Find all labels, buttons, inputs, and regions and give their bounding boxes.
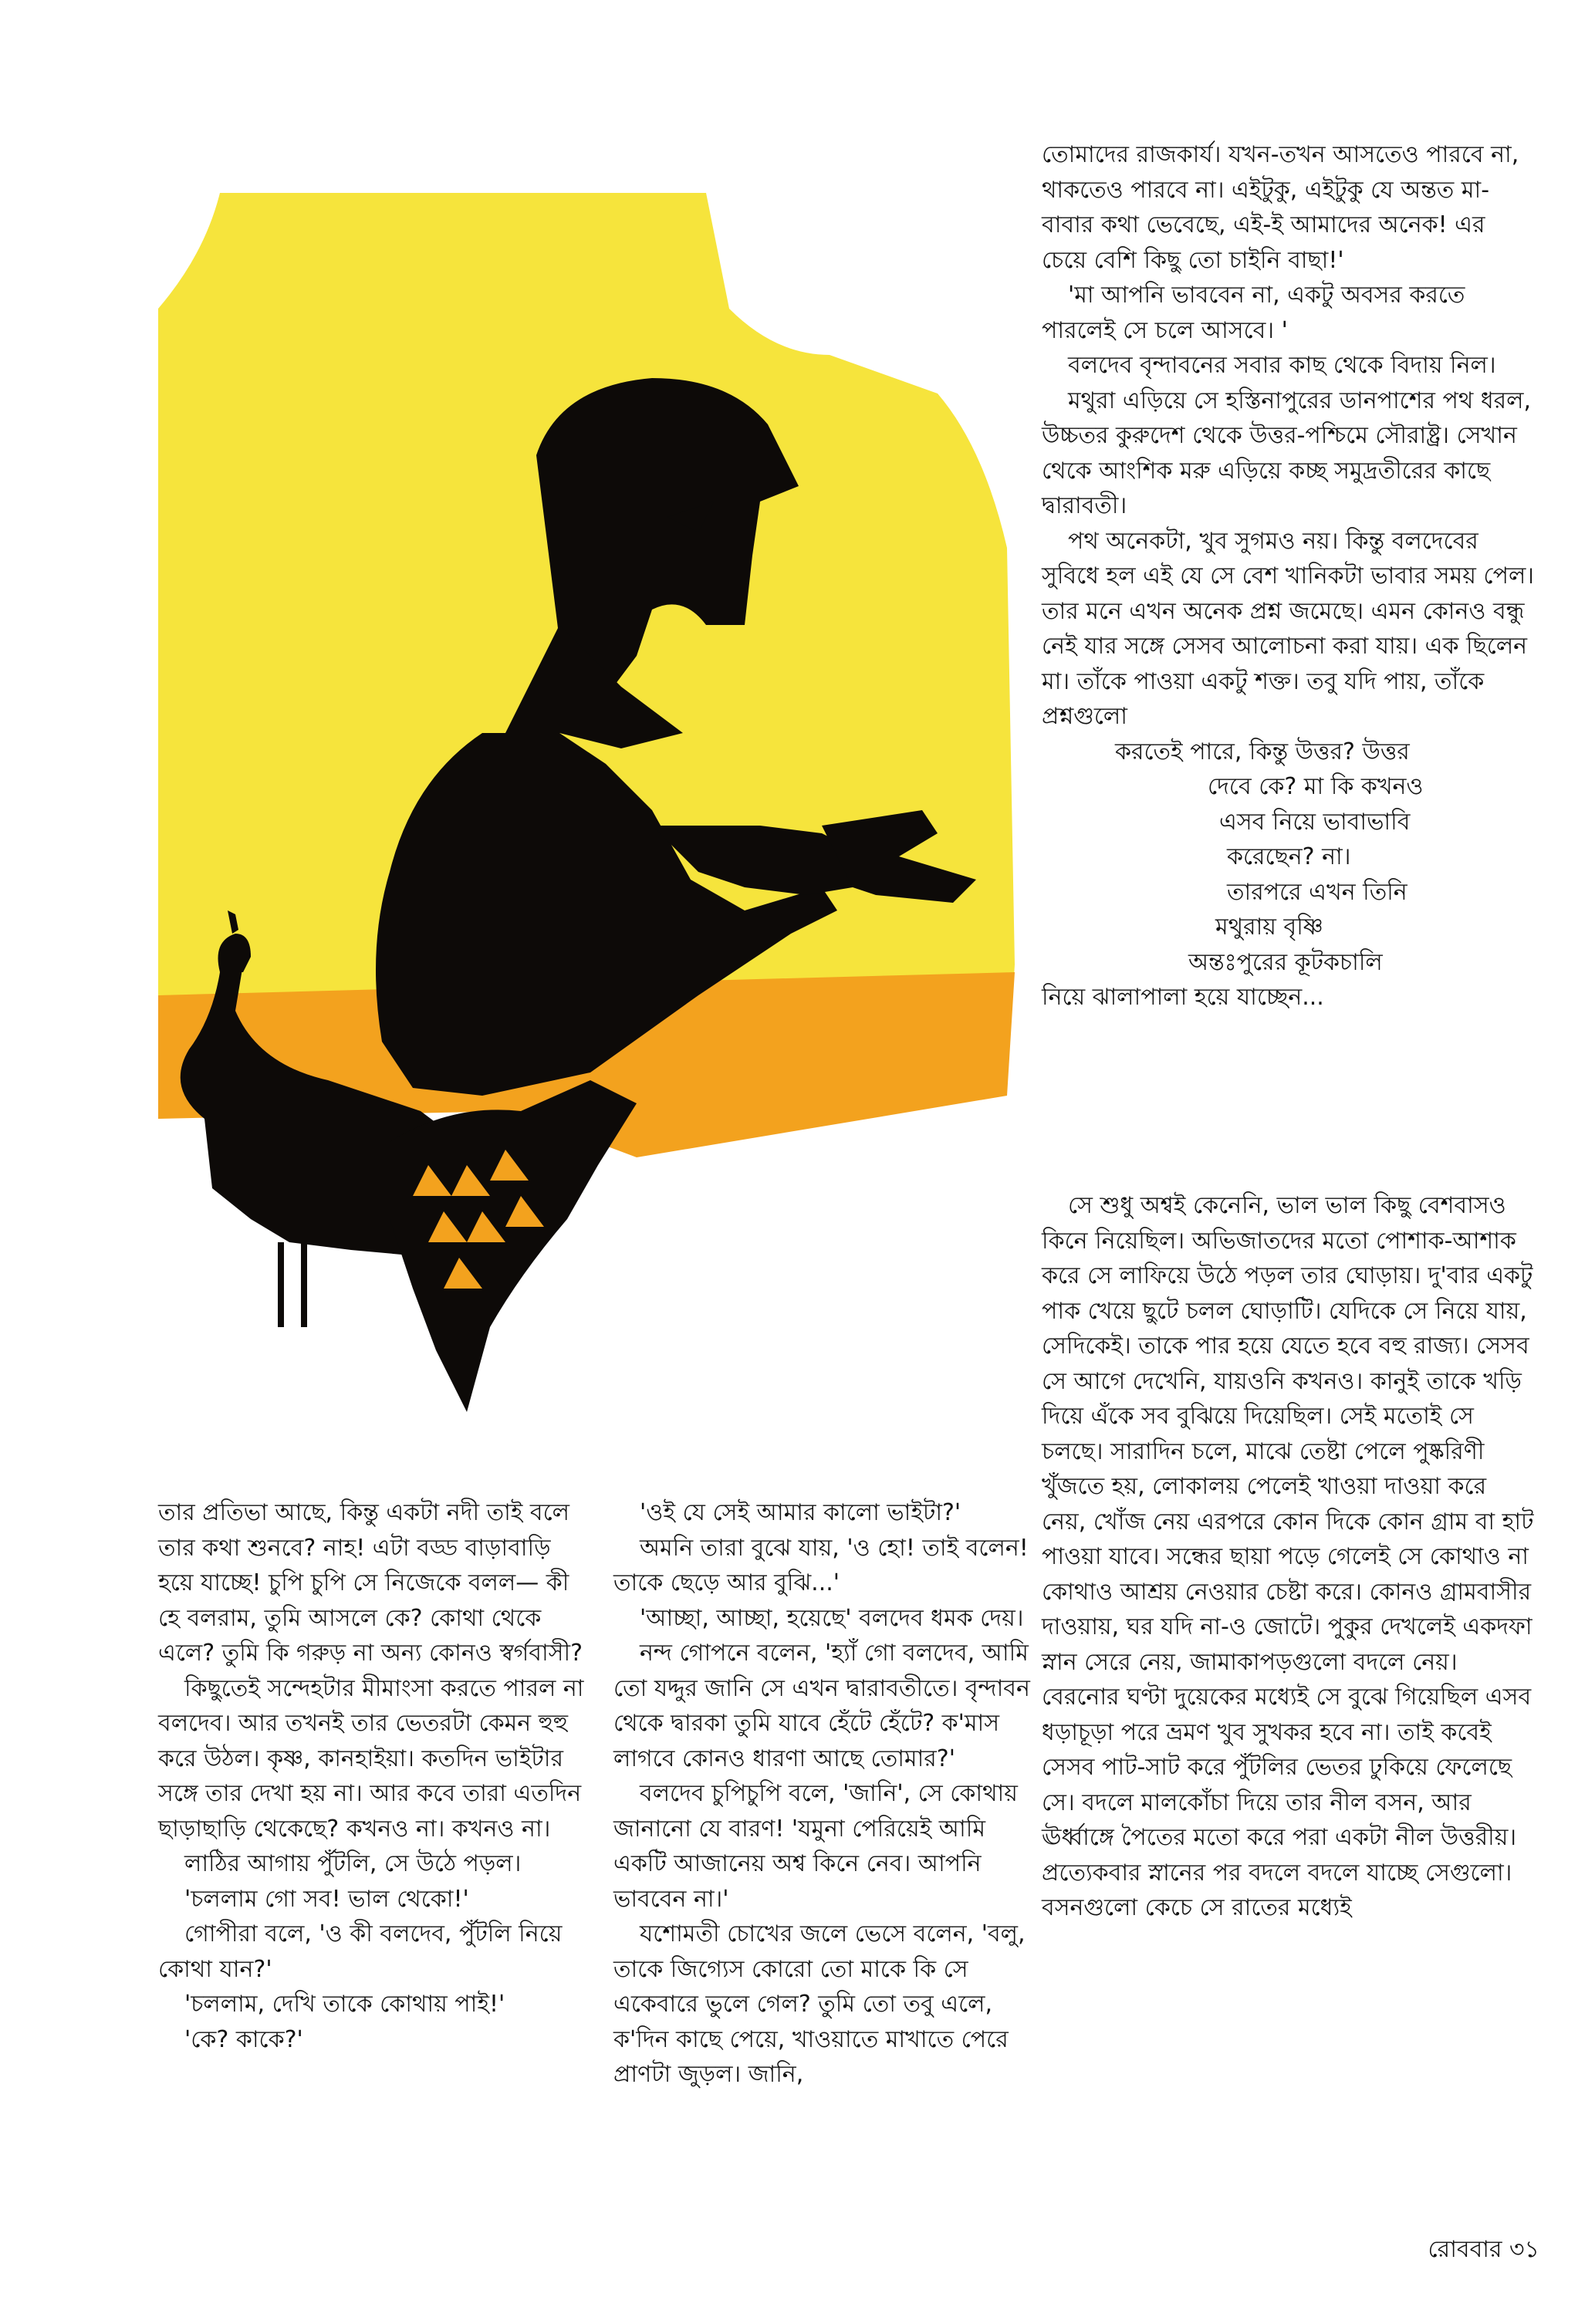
paragraph: সে শুধু অশ্বই কেনেনি, ভাল ভাল কিছু বেশবাসও কিনে নিয়েছিল। অভিজাতদের মতো পোশাক-আশাক করে সে লাফিয়ে উঠে পড়ল তার ঘোড়ায়। দু'বার একটু পাক খেয়ে ছুটে চলল ঘোড়াটি। যেদিকে সে নিয়ে যায়, সেদিকেই। তাকে পার হয়ে যেতে হবে বহু রাজ্য। সেসব সে আগে দেখেনি, যায়ওনি কখনও। কানুই তাকে খড়ি দিয়ে এঁকে সব বুঝিয়ে দিয়েছিল। সেই মতোই সে চলছে। সারাদিন চলে, মাঝে তেষ্টা পেলে পুষ্করিণী খুঁজতে হয়, লোকালয় পেলেই খাওয়া দাওয়া করে নেয়, খোঁজ নেয় এরপরে কোন দিকে কোন গ্রাম বা হাট পাওয়া যাবে। সন্ধের ছায়া পড়ে গেলেই সে কোথাও না কোথাও আশ্রয় নেওয়ার চেষ্টা করে। কোনও গ্রামবাসীর দাওয়ায়, ঘর যদি না-ও জোটে। পুকুর দেখলেই একদফা স্নান সেরে নেয়, জামাকাপড়গুলো বদলে নেয়। বেরনোর ঘণ্টা দুয়েকের মধ্যেই সে বুঝে গিয়েছিল এসব ধড়াচূড়া পরে ভ্রমণ খুব সুখকর হবে না। তাই কবেই সেসব পাট-সাট করে পুঁটলির ভেতর ঢুকিয়ে ফেলেছে সে। বদলে মালকোঁচা দিয়ে তার নীল বসন, আর ঊর্ধ্বাঙ্গে পৈতের মতো করে পরা একটা নীল উত্তরীয়। প্রত্যেকবার স্নানের পর বদলে বদলে যাচ্ছে সেগুলো। বসনগুলো কেচে সে রাতের মধ্যেই xyxy=(1042,1192,1534,1921)
article-column-middle-bottom xyxy=(613,1495,1034,2093)
article-column-right-bottom xyxy=(1042,1188,1536,1926)
paragraph: বলদেব চুপিচুপি বলে, 'জানি', সে কোথায় জানানো যে বারণ! 'যমুনা পেরিয়েই আমি একটি আজানেয় অশ্ব কিনে নেব। আপনি ভাববেন না।' xyxy=(613,1780,1018,1913)
stepped-line: করেছেন? না। xyxy=(1227,843,1351,870)
stepped-line: করতেই পারে, কিন্তু উত্তর? উত্তর xyxy=(1115,738,1410,765)
paragraph: 'কে? কাকে?' xyxy=(184,2025,303,2053)
stepped-line: অন্তঃপুরের কূটকচালি xyxy=(1188,948,1383,976)
illustration xyxy=(158,193,1038,1466)
paragraph: যশোমতী চোখের জলে ভেসে বলেন, 'বলু, তাকে জিগ্যেস কোরো তো মাকে কি সে একেবারে ভুলে গেল? তুমি তো তবু এলে, ক'দিন কাছে পেয়ে, খাওয়াতে মাখাতে পেরে প্রাণটা জুড়ল। জানি, xyxy=(613,1920,1026,2088)
stepped-line: দেবে কে? মা কি কখনও xyxy=(1208,773,1424,800)
paragraph: 'চললাম গো সব! ভাল থেকো!' xyxy=(184,1885,469,1913)
paragraph: নন্দ গোপনে বলেন, 'হ্যাঁ গো বলদেব, আমি তো যদ্দুর জানি সে এখন দ্বারাবতীতে। বৃন্দাবন থেকে দ্বারকা তুমি যাবে হেঁটে হেঁটে? ক'মাস লাগবে কোনও ধারণা আছে তোমার?' xyxy=(613,1640,1030,1772)
stepped-line: তারপরে এখন তিনি xyxy=(1227,878,1407,906)
paragraph: 'মা আপনি ভাববেন না, একটু অবসর করতে পারলেই সে চলে আসবে। ' xyxy=(1042,282,1465,344)
paragraph: তার প্রতিভা আছে, কিন্তু একটা নদী তাই বলে তার কথা শুনবে? নাহ! এটা বড্ড বাড়াবাড়ি হয়ে যাচ্ছে! চুপি চুপি সে নিজেকে বলল— কী হে বলরাম, তুমি আসলে কে? কোথা থেকে এলে? তুমি কি গরুড় না অন্য কোনও স্বর্গবাসী? xyxy=(158,1499,583,1667)
paragraph: 'আচ্ছা, আচ্ছা, হয়েছে' বলদেব ধমক দেয়। xyxy=(640,1604,1024,1632)
paragraph: পথ অনেকটা, খুব সুগমও নয়। কিন্তু বলদেবের সুবিধে হল এই যে সে বেশ খানিকটা ভাবার সময় পেল। তার মনে এখন অনেক প্রশ্ন জমেছে। এমন কোনও বন্ধু নেই যার সঙ্গে সেসব আলোচনা করা যায়। এক ছিলেন মা। তাঁকে পাওয়া একটু শক্ত। তবু যদি পায়, তাঁকে প্রশ্নগুলো xyxy=(1042,527,1535,730)
stepped-line: মথুরায় বৃষ্ণি xyxy=(1215,914,1323,941)
article-column-right-top xyxy=(1042,137,1536,1015)
stepped-line: নিয়ে ঝালাপালা হয়ে যাচ্ছেন... xyxy=(1042,984,1324,1011)
paragraph: 'ওই যে সেই আমার কালো ভাইটা?' xyxy=(640,1499,961,1526)
paragraph: মথুরা এড়িয়ে সে হস্তিনাপুরের ডানপাশের পথ ধরল, উচ্চতর কুরুদেশ থেকে উত্তর-পশ্চিমে সৌরাষ্ট্র। সেখান থেকে আংশিক মরু এড়িয়ে কচ্ছ সমুদ্রতীরের কাছে দ্বারাবতী। xyxy=(1042,387,1532,519)
paragraph: 'চললাম, দেখি তাকে কোথায় পাই!' xyxy=(184,1991,505,2018)
article-column-left-bottom xyxy=(158,1495,586,2057)
paragraph: কিছুতেই সন্দেহটার মীমাংসা করতে পারল না বলদেব। আর তখনই তার ভেতরটা কেমন হুহু করে উঠল। কৃষ্ণ, কানহাইয়া। কতদিন ভাইটার সঙ্গে তার দেখা হয় না। আর কবে তারা এতদিন ছাড়াছাড়ি থেকেছে? কখনও না। কখনও না। xyxy=(158,1674,584,1843)
page-folio: রোববার ৩১ xyxy=(1428,2236,1539,2263)
paragraph: অমনি তারা বুঝে যায়, 'ও হো! তাই বলেন! তাকে ছেড়ে আর বুঝি...' xyxy=(613,1534,1029,1596)
paragraph: গোপীরা বলে, 'ও কী বলদেব, পুঁটলি নিয়ে কোথা যান?' xyxy=(158,1920,563,1983)
paragraph: তোমাদের রাজকার্য। যখন-তখন আসতেও পারবে না, থাকতেও পারবে না। এইটুকু, এইটুকু যে অন্তত মা-বাবার কথা ভেবেছে, এই-ই আমাদের অনেক! এর চেয়ে বেশি কিছু তো চাইনি বাছা!' xyxy=(1042,141,1519,274)
paragraph: বলদেব বৃন্দাবনের সবার কাছ থেকে বিদায় নিল। xyxy=(1068,352,1496,379)
paragraph: লাঠির আগায় পুঁটলি, সে উঠে পড়ল। xyxy=(184,1850,522,1877)
stepped-line: এসব নিয়ে ভাবাভাবি xyxy=(1219,808,1411,836)
